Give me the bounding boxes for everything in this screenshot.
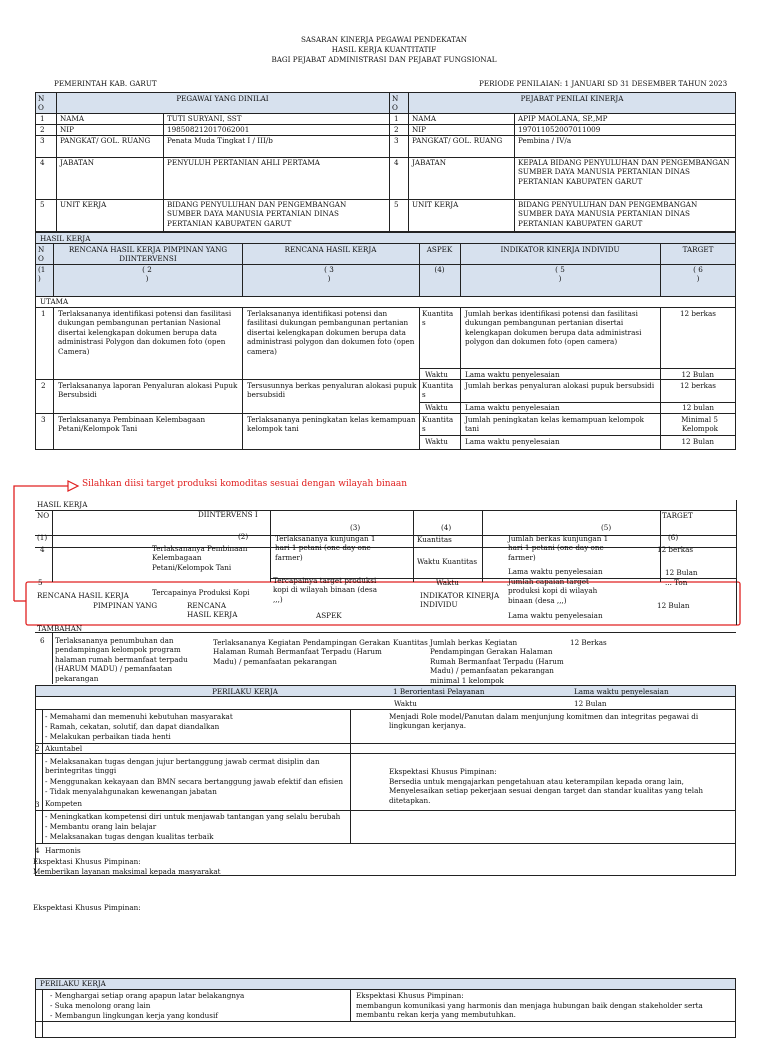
ov-idx2: (2) bbox=[238, 532, 249, 541]
hasil-row-rencana: Tersusunnya berkas penyaluran alokasi pupuk bersubsidi bbox=[247, 381, 417, 400]
pegawai-nama: TUTI SURYANI, SST bbox=[167, 114, 242, 123]
hasil-row-target: Minimal 5 Kelompok bbox=[681, 415, 718, 434]
hasil-row-aspek: Kuantita s bbox=[422, 309, 454, 328]
ekspektasi-3-label: Ekspektasi Khusus Pimpinan: bbox=[33, 857, 141, 866]
ov-aspek: ASPEK bbox=[316, 611, 342, 620]
ov-hasil-kerja: HASIL KERJA bbox=[37, 500, 88, 509]
hasil-row-indikator: Jumlah berkas penyaluran alokasi pupuk bersubsidi bbox=[465, 381, 655, 390]
hasil-row-target-waktu: 12 Bulan bbox=[681, 370, 714, 379]
hasil-row-rencana: Terlaksananya peningkatan kelas kemampuan kelompok tani bbox=[247, 415, 416, 434]
penilai-pangkat: Pembina / IV/a bbox=[518, 136, 572, 145]
perilaku-no-3: 3 bbox=[35, 800, 40, 809]
idx-2: ( 2 ) bbox=[142, 265, 152, 284]
hasil-row-no: 3 bbox=[41, 415, 46, 424]
perilaku-bullet: - Menggunakan kekayaan dan BMN secara bertanggung jawab efektif dan efisien bbox=[45, 777, 343, 786]
id-row-label-2: PANGKAT/ GOL. RUANG bbox=[412, 136, 503, 145]
ekspektasi-1: Menjadi Role model/Panutan dalam menjunjung komitmen dan integritas pegawai di lingkungan kerjanya. bbox=[389, 712, 699, 731]
ov-tercapainya-kopi: Tercapainya Produksi Kopi bbox=[152, 588, 250, 597]
hasil-row-target-waktu: 12 bulan bbox=[682, 403, 714, 412]
ekspektasi-2: Bersedia untuk mengajarkan pengetahuan atau keterampilan kepada orang lain, Menyelesaikan setiap pekerjaan sesuai dengan target dan standar kualitas yang telah ditetapkan. bbox=[389, 777, 704, 805]
perilaku-bullet: - Menghargai setiap orang apapun latar belakangnya bbox=[50, 991, 245, 1000]
pimpinan-header: RENCANA HASIL KERJA PIMPINAN YANG DIINTERVENSI bbox=[68, 245, 228, 264]
perilaku-bullet: - Membangun lingkungan kerja yang kondusif bbox=[50, 1011, 218, 1020]
tambahan-target: 12 Berkas bbox=[570, 638, 607, 647]
hasil-row-pimpinan: Terlaksananya identifikasi potensi dan fasilitasi dukungan pembangunan pertanian Nasional disertai kelengkapan dokumen berupa data administrasi Polygon dan dokumen foto (open Camera) bbox=[58, 309, 232, 356]
ov-n4: 4 bbox=[40, 545, 45, 554]
id-row-label: NIP bbox=[60, 125, 74, 134]
hasil-no-header: N O bbox=[38, 245, 45, 264]
ov-no: NO bbox=[37, 511, 50, 520]
ov-tercapainya: Tercapainya target produksi kopi di wilayah binaan (desa ,,,) bbox=[273, 576, 377, 604]
tambahan-label: TAMBAHAN bbox=[37, 624, 83, 633]
rencana-header: RENCANA HASIL KERJA bbox=[284, 245, 377, 254]
pegawai-pangkat: Penata Muda Tingkat I / III/b bbox=[167, 136, 273, 145]
ekspektasi-2-label: Ekspektasi Khusus Pimpinan: bbox=[389, 767, 497, 776]
ekspektasi-3: Memberikan layanan maksimal kepada masyarakat bbox=[33, 867, 221, 876]
id-no-header: N O bbox=[38, 94, 45, 113]
id-row-no-2: 1 bbox=[394, 114, 399, 123]
hasil-row-aspek-waktu: Waktu bbox=[425, 370, 448, 379]
perilaku-no-4: 4 bbox=[35, 846, 40, 855]
aspek-header: ASPEK bbox=[426, 245, 453, 254]
hasil-row-no: 1 bbox=[41, 309, 46, 318]
ov-berkas: 12 berkas bbox=[657, 545, 694, 554]
id-row-label: NAMA bbox=[60, 114, 85, 123]
hasil-row-aspek: Kuantita s bbox=[422, 381, 454, 400]
perilaku-bullet: - Memahami dan memenuhi kebutuhan masyarakat bbox=[45, 712, 233, 721]
ekspektasi-5-label: Ekspektasi Khusus Pimpinan: bbox=[356, 991, 464, 1000]
penilai-unit-kerja: BIDANG PENYULUHAN DAN PENGEMBANGAN SUMBER DAYA MANUSIA PERTANIAN DINAS PERTANIAN KABUPATEN GARUT bbox=[518, 200, 698, 228]
perilaku-waktu: Waktu bbox=[394, 699, 417, 708]
hasil-row-aspek-waktu: Waktu bbox=[425, 437, 448, 446]
ov-jumlah-capaian: Jumlah capaian target produksi kopi di wilayah binaan (desa ,,,) bbox=[508, 577, 598, 605]
perilaku-no-2: 2 bbox=[35, 744, 40, 753]
id-row-no-2: 3 bbox=[394, 136, 399, 145]
doc-title-line1: SASARAN KINERJA PEGAWAI PENDEKATAN bbox=[300, 35, 468, 44]
id-row-label: JABATAN bbox=[60, 158, 95, 167]
penilai-nip: 197011052007011009 bbox=[518, 125, 601, 134]
hasil-row-target-waktu: 12 Bulan bbox=[681, 437, 714, 446]
ov-indikator: INDIKATOR KINERJA INDIVIDU bbox=[420, 591, 500, 610]
perilaku-bullet: - Melakukan perbaikan tiada henti bbox=[45, 732, 171, 741]
id-row-no: 3 bbox=[40, 136, 45, 145]
id-row-no: 1 bbox=[40, 114, 45, 123]
hasil-row-indikator-waktu: Lama waktu penyelesaian bbox=[465, 437, 560, 446]
id-row-label-2: UNIT KERJA bbox=[412, 200, 459, 209]
id-row-no-2: 5 bbox=[394, 200, 399, 209]
hasil-row-indikator: Jumlah berkas identifikasi potensi dan fasilitasi dukungan pembangunan pertanian disertai kelengkapan dokumen berupa data administrasi polygon dan dokumen foto (open camera) bbox=[465, 309, 642, 347]
hasil-row-target: 12 berkas bbox=[679, 309, 716, 318]
idx-5: ( 5 ) bbox=[555, 265, 565, 284]
id-row-label: UNIT KERJA bbox=[60, 200, 107, 209]
hasil-row-indikator: Jumlah peningkatan kelas kemampuan kelompok tani bbox=[465, 415, 645, 434]
ov-rencana-hasil: RENCANA HASIL KERJA bbox=[37, 591, 129, 600]
indikator-header: INDIKATOR KINERJA INDIVIDU bbox=[500, 245, 620, 254]
perilaku-akuntabel: Akuntabel bbox=[45, 744, 83, 753]
perilaku-kompeten: Kompeten bbox=[45, 799, 82, 808]
id-row-no: 2 bbox=[40, 125, 45, 134]
perilaku-bullet: - Membantu orang lain belajar bbox=[45, 822, 157, 831]
hasil-row-indikator-waktu: Lama waktu penyelesaian bbox=[465, 403, 560, 412]
ov-idx5: (5) bbox=[601, 523, 612, 532]
id-row-label: PANGKAT/ GOL. RUANG bbox=[60, 136, 151, 145]
id-row-no-2: 4 bbox=[394, 158, 399, 167]
ov-pembinaan: Terlaksananya Pembinaan Kelembagaan Petani/Kelompok Tani bbox=[152, 544, 248, 572]
ov-bulan-a: 12 Bulan bbox=[665, 568, 698, 577]
id-row-label-2: NIP bbox=[412, 125, 426, 134]
tambahan-aspek: Kuantitas bbox=[393, 638, 428, 647]
penilai-nama: APIP MAOLANA, SP.,MP bbox=[518, 114, 608, 123]
instansi-label: PEMERINTAH KAB. GARUT bbox=[54, 79, 157, 88]
perilaku-harmonis: Harmonis bbox=[45, 846, 81, 855]
hasil-row-aspek: Kuantita s bbox=[422, 415, 454, 434]
perilaku-2-label: PERILAKU KERJA bbox=[40, 979, 106, 988]
id-row-label-2: JABATAN bbox=[412, 158, 447, 167]
perilaku-label: PERILAKU KERJA bbox=[212, 687, 278, 696]
hasil-kerja-label: HASIL KERJA bbox=[40, 234, 91, 243]
hasil-row-no: 2 bbox=[41, 381, 46, 390]
hasil-row-rencana: Terlaksananya identifikasi potensi dan fasilitasi dukungan pembangunan pertanian disertai kelengkapan dokumen berupa data administrasi polygon dan dokumen foto (open camera) bbox=[247, 309, 415, 356]
doc-title-line2: HASIL KERJA KUANTITATIF bbox=[331, 45, 437, 54]
periode-label: PERIODE PENILAIAN: 1 JANUARI SD 31 DESEMBER TAHUN 2023 bbox=[479, 79, 728, 88]
annotation-note: Silahkan diisi target produksi komoditas sesuai dengan wilayah binaan bbox=[82, 479, 408, 489]
tambahan-no: 6 bbox=[40, 636, 45, 645]
ov-bulan-b: 12 Bulan bbox=[657, 601, 690, 610]
ov-ton: ... Ton bbox=[665, 578, 688, 587]
ov-idx4: (4) bbox=[441, 523, 452, 532]
ov-idx1: (1) bbox=[37, 533, 48, 542]
idx-1: (1 ) bbox=[38, 265, 46, 284]
ekspektasi-4-label: Ekspektasi Khusus Pimpinan: bbox=[33, 903, 141, 912]
ov-lama1: Lama waktu penyelesaian bbox=[508, 567, 603, 576]
pegawai-nip: 198508212017062001 bbox=[167, 125, 250, 134]
perilaku-item-1: 1 Berorientasi Pelayanan bbox=[393, 687, 485, 696]
pegawai-unit-kerja: BIDANG PENYULUHAN DAN PENGEMBANGAN SUMBER DAYA MANUSIA PERTANIAN DINAS PERTANIAN KABUPATEN GARUT bbox=[167, 200, 347, 228]
ov-n5: 5 bbox=[38, 578, 43, 587]
idx-3: ( 3 ) bbox=[324, 265, 334, 284]
ov-kunjungan: Terlaksananya kunjungan 1 hari 1 petani (one day one farmer) bbox=[275, 534, 376, 562]
hasil-row-aspek-waktu: Waktu bbox=[425, 403, 448, 412]
id-no-header-2: N O bbox=[392, 94, 399, 113]
doc-title-line3: BAGI PEJABAT ADMINISTRASI DAN PEJABAT FUNGSIONAL bbox=[271, 55, 497, 64]
perilaku-lama: Lama waktu penyelesaian bbox=[574, 687, 669, 696]
perilaku-bullet: - Melaksanakan tugas dengan jujur bertanggung jawab cermat disiplin dan berintegritas tinggi bbox=[45, 757, 320, 776]
ov-jumlah-kunjungan: Jumlah berkas kunjungan 1 hari 1 petani (one day one farmer) bbox=[508, 534, 609, 562]
ov-kuantitas: Kuantitas bbox=[417, 535, 452, 544]
perilaku-bullet: - Suka menolong orang lain bbox=[50, 1001, 151, 1010]
perilaku-bullet: - Ramah, cekatan, solutif, dan dapat diandalkan bbox=[45, 722, 220, 731]
idx-4: (4) bbox=[434, 265, 445, 274]
id-row-label-2: NAMA bbox=[412, 114, 437, 123]
penilai-jabatan: KEPALA BIDANG PENYULUHAN DAN PENGEMBANGAN SUMBER DAYA MANUSIA PERTANIAN DINAS PERTANIAN KABUPATEN GARUT bbox=[518, 158, 730, 186]
tambahan-rencana: Terlaksananya Kegiatan Pendampingan Gerakan Halaman Rumah Bermanfaat Terpadu (Harum Madu) / pemanfaatan pekarangan bbox=[213, 638, 391, 666]
ov-diintervensi: DIINTERVENS I bbox=[198, 510, 258, 519]
hasil-row-pimpinan: Terlaksananya Pembinaan Kelembagaan Petani/Kelompok Tani bbox=[58, 415, 206, 434]
ekspektasi-5: membangun komunikasi yang harmonis dan menjaga hubungan baik dengan stakeholder serta membantu rekan kerja yang membutuhkan. bbox=[356, 1001, 703, 1020]
hasil-row-target: 12 berkas bbox=[679, 381, 716, 390]
id-row-no: 4 bbox=[40, 158, 45, 167]
target-header: TARGET bbox=[682, 245, 714, 254]
ov-idx3: (3) bbox=[350, 523, 361, 532]
idx-6: ( 6 ) bbox=[693, 265, 703, 284]
pegawai-header: PEGAWAI YANG DINILAI bbox=[176, 94, 269, 103]
ov-rencana-hasil-kerja: RENCANA HASIL KERJA bbox=[187, 601, 238, 620]
hasil-row-indikator-waktu: Lama waktu penyelesaian bbox=[465, 370, 560, 379]
id-row-no: 5 bbox=[40, 200, 45, 209]
ov-target: TARGET bbox=[662, 511, 693, 520]
perilaku-bullet: - Meningkatkan kompetensi diri untuk menjawab tantangan yang selalu berubah bbox=[45, 812, 341, 821]
perilaku-bulan: 12 Bulan bbox=[574, 699, 607, 708]
ov-lama2: Lama waktu penyelesaian bbox=[508, 611, 603, 620]
id-row-no-2: 2 bbox=[394, 125, 399, 134]
penilai-header: PEJABAT PENILAI KINERJA bbox=[520, 94, 624, 103]
ov-waktu-kuantitas: Waktu Kuantitas bbox=[417, 557, 478, 566]
tambahan-pimpinan: Terlaksananya penumbuhan dan pendampingan kelompok program halaman rumah bermanfaat terpadu (HARUM MADU) / pemanfaatan pekarangan bbox=[55, 636, 188, 683]
ov-idx6: (6) bbox=[668, 533, 679, 542]
hasil-row-pimpinan: Terlaksananya laporan Penyaluran alokasi Pupuk Bersubsidi bbox=[58, 381, 238, 400]
perilaku-bullet: - Melaksanakan tugas dengan kualitas terbaik bbox=[45, 832, 214, 841]
pegawai-jabatan: PENYULUH PERTANIAN AHLI PERTAMA bbox=[167, 158, 320, 167]
ov-waktu: Waktu bbox=[436, 578, 459, 587]
utama-label: UTAMA bbox=[40, 297, 69, 306]
perilaku-bullet: - Tidak menyalahgunakan kewenangan jabatan bbox=[45, 787, 217, 796]
tambahan-indikator: Jumlah berkas Kegiatan Pendampingan Gerakan Halaman Rumah Bermanfaat Terpadu (Harum Madu) / pemanfaatan pekarangan minimal 1 kelompok bbox=[430, 638, 564, 685]
ov-pimpinan-yang: PIMPINAN YANG bbox=[93, 601, 158, 610]
